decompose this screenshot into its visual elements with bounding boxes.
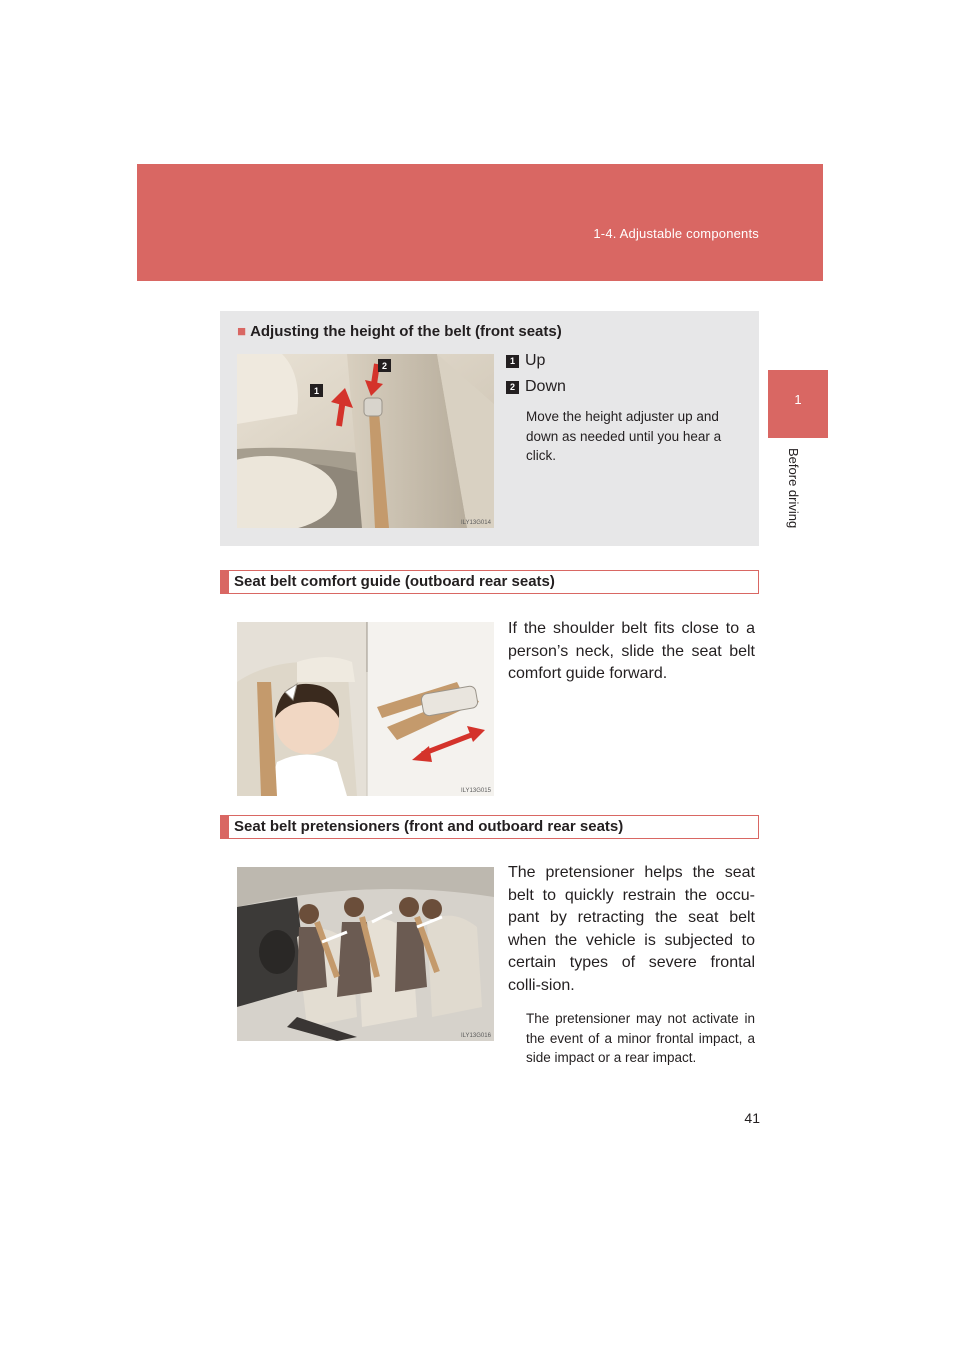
pretensioners-text: The pretensioner helps the seat belt to quickly restrain the occu-pant by retracting the seat belt when the vehicle is subjected to certain types of severe frontal colli-sion. xyxy=(508,864,755,994)
step-number-icon: 2 xyxy=(506,381,519,394)
comfort-guide-heading: Seat belt comfort guide (outboard rear seats) xyxy=(220,570,759,594)
chapter-number: 1 xyxy=(794,392,802,407)
step-label: Up xyxy=(525,352,546,369)
page-number: 41 xyxy=(744,1110,760,1126)
comfort-guide-illustration xyxy=(237,622,494,796)
square-bullet-icon: ■ xyxy=(237,323,247,340)
svg-text:1: 1 xyxy=(313,386,320,396)
step-label: Down xyxy=(525,378,566,395)
comfort-guide-text: If the shoulder belt fits close to a person’s neck, slide the seat belt comfort guide forward. xyxy=(508,620,755,683)
step-up xyxy=(506,352,545,370)
belt-height-title: ■ Adjusting the height of the belt (front seats) xyxy=(237,323,562,340)
chapter-side-label xyxy=(786,448,806,548)
chapter-title: Before driving xyxy=(786,448,801,529)
chapter-tab xyxy=(768,370,828,438)
belt-height-box xyxy=(220,311,759,546)
section-title: 1-4. Adjustable components xyxy=(593,226,759,241)
image-code-label: ILY13G015 xyxy=(461,788,491,794)
step-number-icon: 1 xyxy=(506,355,519,368)
belt-height-note: Move the height adjuster up and down as needed until you hear a click. xyxy=(526,409,722,463)
image-code-label: ILY13G014 xyxy=(461,520,491,526)
belt-height-illustration xyxy=(237,354,494,528)
header-band xyxy=(137,164,823,281)
pretensioners-note: The pretensioner may not activate in the event of a minor frontal impact, a side impact or a rear impact. xyxy=(526,1011,755,1065)
pretensioners-heading: Seat belt pretensioners (front and outboard rear seats) xyxy=(220,815,759,839)
svg-text:2: 2 xyxy=(381,361,388,371)
image-code-label: ILY13G016 xyxy=(461,1033,491,1039)
pretensioners-illustration xyxy=(237,867,494,1041)
step-down xyxy=(506,378,566,396)
